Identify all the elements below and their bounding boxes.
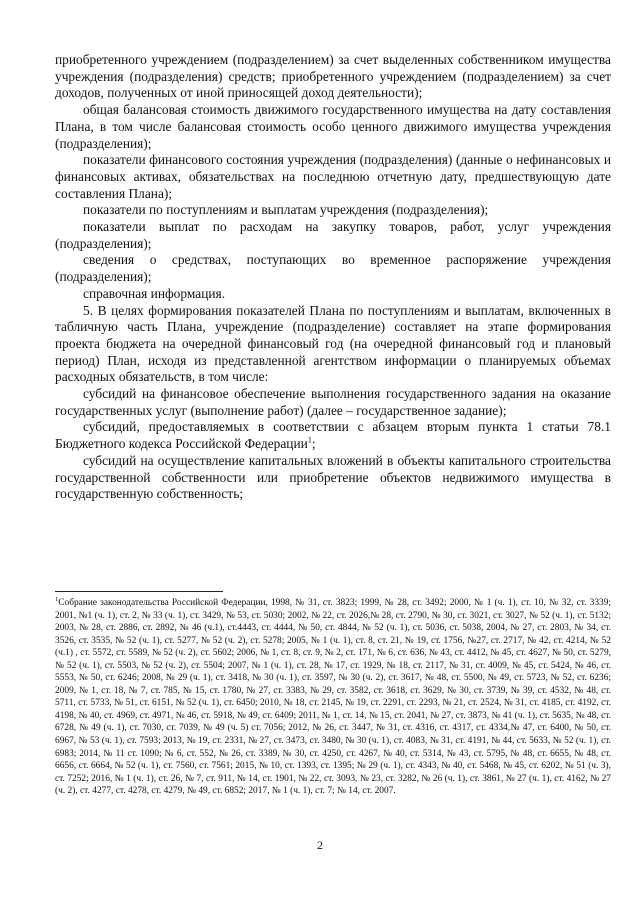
footnote-reference[interactable]: 1 xyxy=(307,435,312,445)
paragraph-capital-investment: субсидий на осуществление капитальных вложений в объекты капитального строительства государственной собственности или приобретение объектов недвижимого имущества в государственную собственность; xyxy=(55,452,611,502)
paragraph-balance-value: общая балансовая стоимость движимого государственного имущества на дату составления Плана, в том числе балансовая стоимость особо ценного движимого имущества учреждения (подразделения); xyxy=(55,102,611,151)
paragraph-state-task-subsidy: субсидий на финансовое обеспечение выполнения государственного задания на оказание государственных услуг (выполнение работ) (далее – государственное задание); xyxy=(55,386,611,418)
paragraph-receipts-payments: показатели по поступлениям и выплатам учреждения (подразделения); xyxy=(83,202,489,218)
paragraph-reference-info: справочная информация. xyxy=(83,285,226,301)
paragraph-article-subsidy xyxy=(55,419,611,452)
footnote xyxy=(55,597,611,798)
paragraph-financial-state: показатели финансового состояния учреждения (подразделения) (данные о нефинансовых и финансовых активах, обязательствах на последнюю отчетную дату, предшествующую дате составления Плана); xyxy=(55,152,611,201)
paragraph-article-subsidy-text: субсидий, предоставляемых в соответствии с абзацем вторым пункта 1 статьи 78.1 Бюджетного кодекса Российской Федерации xyxy=(55,419,611,452)
paragraph-continued: приобретенного учреждением (подразделением) за счет выделенных собственником имущества учреждения (подразделения) средств; приобретенного учреждением (подразделением) за счет доходов, полученных от иной приносящей доход деятельности); xyxy=(55,52,611,101)
footnote-marker: 1 xyxy=(55,595,59,603)
document-body xyxy=(55,52,611,503)
paragraph-temporary-funds: сведения о средствах, поступающих во временное распоряжение учреждения (подразделения); xyxy=(55,252,611,285)
footnote-text: Собрание законодательства Российской Федерации, 1998, № 31, ст. 3823; 1999, № 28, ст. 3492; 2000, № 1 (ч. 1), ст. 10, № 32, ст. 3339; 2001, №1 (ч. 1), ст. 2, № 33 (ч. 1), ст. 3429, № 53, ст. 5030; 2002, № 22, ст. 2026,№ 28, ст. 2790, № 30, ст. 3021, ст. 3027, № 52 (ч. 1), ст. 5132; 2003, № 28, ст. 2886, ст. 2892, № 46 (ч.1), ст.4443, ст. 4444, № 50, ст. 4844, № 52 (ч. 1), ст. 5036, ст. 5038, 2004, № 27, ст. 2803, № 34, ст. 3526, ст. 3535, № 52 (ч. 1), ст. 5277, № 52 (ч. 2), ст. 5278; 2005, № 1 (ч. 1), ст. 8, ст. 21, № 19, ст. 1756, №27, ст. 2717, № 42, ст. 4214, № 52 (ч.1) , ст. 5572, ст. 5589, № 52 (ч. 2), ст. 5602; 2006, № 1, ст. 8, ст. 9, № 2, ст. 171, № 6, ст. 636, № 43, ст. 4412, № 45, ст. 4627, № 50, ст. 5279, № 52 (ч. 1), ст. 5503, № 52 (ч. 2), ст. 5504; 2007, № 1 (ч. 1), ст. 28, № 17, ст. 1929, № 18, ст. 2117, № 31, ст. 4009, № 45, ст. 5424, № 46, ст. 5553, № 50, ст. 6246; 2008, № 29 (ч. 1), ст. 3418, № 30 (ч. 1), ст. 3597, № 30 (ч. 2), ст. 3617, № 48, ст. 5500, № 49, ст. 5723, № 52, ст. 6236; 2009, № 1, ст. 18, № 7, ст. 785, № 15, ст. 1780, № 27, ст. 3383, № 29, ст. 3582, ст. 3618, ст. 3629, № 30, ст. 3739, № 39, ст. 4532, № 48, ст. 5711, ст. 5733, № 51, ст. 6151, № 52 (ч. 1), ст. 6450; 2010, № 18, ст. 2145, № 19, ст. 2291, ст. 2293, № 21, ст. 2524, № 31, ст. 4185, ст. 4192, ст. 4198, № 40, ст. 4969, ст. 4971, № 46, ст. 5918, № 49, ст. 6409; 2011, № 1, ст. 14, № 15, ст. 2041, № 27, ст. 3873, № 41 (ч. 1), ст. 5635, № 48, ст. 6728, № 49 (ч. 1), ст. 7030, ст. 7039, № 49 (ч. 5) ст. 7056; 2012, № 26, ст. 3447, № 31, ст. 4316, ст. 4317, ст. 4334,№ 47, ст. 6400, № 50, ст. 6967, № 53 (ч. 1), ст. 7593; 2013, № 19, ст. 2331, № 27, ст. 3473, ст. 3480, № 30 (ч. 1), ст. 4083, № 31, ст. 4191, № 44, ст. 5633, № 52 (ч. 1), ст. 6983; 2014, № 11 ст. 1090; № 6, ст. 552, № 26, ст. 3389, № 30, ст. 4250, ст. 4267, № 40, ст. 5314, № 43, ст. 5795, № 48, ст. 6655, № 48, ст. 6656, ст. 6664, № 52 (ч. 1), ст. 7560, ст. 7561; 2015, № 10, ст. 1393, ст. 1395; № 29 (ч. 1), ст. 4343, № 40, ст. 5468, № 45, ст. 6202, № 51 (ч. 3), ст. 7252; 2016, № 1 (ч. 1), ст. 26, № 7, ст. 911, № 14, ст. 1901, № 22, ст. 3093, № 23, ст. 3282, № 26 (ч. 1), ст. 3861, № 27 (ч. 1), ст. 4162, № 27 (ч. 2), ст. 4277, ст. 4278, ст. 4279, № 49, ст. 6852; 2017, № 1 (ч. 1), ст. 7; № 14, ст. 2007. xyxy=(55,598,611,797)
paragraph-article-subsidy-tail: ; xyxy=(311,436,316,452)
page-number: 2 xyxy=(317,838,323,852)
paragraph-item-5: 5. В целях формирования показателей Плана по поступлениям и выплатам, включенных в табличную часть Плана, учреждение (подразделение) составляет на этапе формирования проекта бюджета на очередной финансовый год (на очередной финансовый год и плановый период) План, исходя из представленной агентством информации о планируемых объемах расходных обязательств, в том числе: xyxy=(55,302,611,385)
paragraph-procurement: показатели выплат по расходам на закупку товаров, работ, услуг учреждения (подразделения); xyxy=(55,219,611,251)
footnote-separator xyxy=(55,591,223,592)
